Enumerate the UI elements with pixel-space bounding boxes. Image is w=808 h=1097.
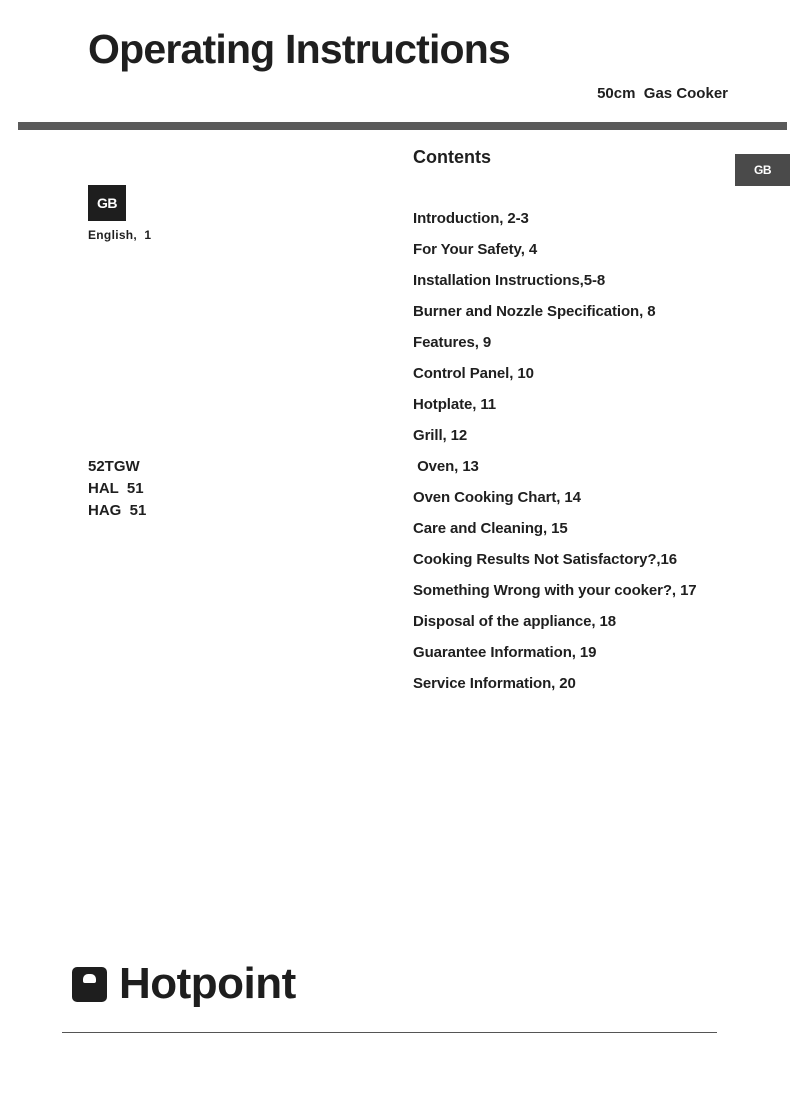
toc-item: Guarantee Information, 19 (413, 644, 597, 661)
toc-item: Features, 9 (413, 334, 492, 351)
brand-name: Hotpoint (119, 959, 296, 1008)
toc-item: Disposal of the appliance, 18 (413, 613, 616, 630)
toc-item: Cooking Results Not Satisfactory?,16 (413, 551, 677, 568)
toc-item: Care and Cleaning, 15 (413, 520, 568, 537)
bottom-divider (62, 1032, 717, 1033)
toc-item: Burner and Nozzle Specification, 8 (413, 303, 656, 320)
toc-item: Oven, 13 (413, 458, 479, 475)
brand-logo (72, 959, 296, 1008)
language-label: English, 1 (88, 228, 152, 242)
model-list (88, 456, 146, 522)
toc-item: Hotplate, 11 (413, 396, 496, 413)
toc-item: Introduction, 2-3 (413, 210, 529, 227)
model-item: 52TGW (88, 458, 140, 475)
hotpoint-logo-icon (72, 967, 107, 1002)
model-item: HAG 51 (88, 502, 147, 519)
top-divider (18, 122, 787, 130)
toc-item: Oven Cooking Chart, 14 (413, 489, 581, 506)
language-badge: GB (88, 185, 126, 221)
page-title: Operating Instructions (88, 26, 511, 72)
toc-item: Control Panel, 10 (413, 365, 534, 382)
toc-item: Grill, 12 (413, 427, 468, 444)
toc-item: Installation Instructions,5-8 (413, 272, 606, 289)
product-subtitle: 50cm Gas Cooker (597, 85, 728, 102)
toc-item: Service Information, 20 (413, 675, 576, 692)
table-of-contents (413, 210, 697, 706)
toc-item: For Your Safety, 4 (413, 241, 538, 258)
language-side-tab: GB (735, 154, 790, 186)
toc-item: Something Wrong with your cooker?, 17 (413, 582, 697, 599)
model-item: HAL 51 (88, 480, 144, 497)
contents-heading: Contents (413, 147, 491, 167)
